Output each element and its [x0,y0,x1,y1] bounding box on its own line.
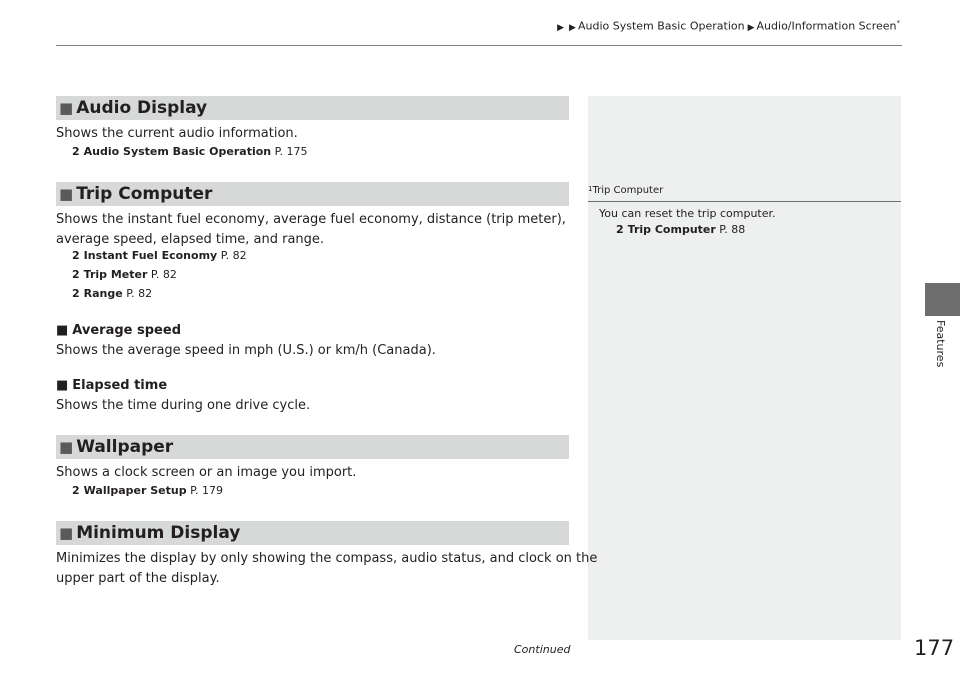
reference-link[interactable]: 2 Wallpaper Setup P. 179 [72,484,224,497]
reference-link[interactable]: 2 Audio System Basic Operation P. 175 [72,145,308,158]
chapter-tab-label[interactable]: Features [934,320,947,368]
sidebar-panel [588,96,901,640]
arrow-icon: ▶ [569,22,576,33]
subheading-elapsed-time: ■ Elapsed time [56,378,168,393]
reference-link[interactable]: 2 Instant Fuel Economy P. 82 [72,249,247,262]
paragraph: Shows the average speed in mph (U.S.) or km/h (Canada). [56,343,436,358]
reference-icon: 2 [72,249,80,262]
paragraph: upper part of the display. [56,571,220,586]
section-heading-audio-display: ■ Audio Display [56,96,569,120]
paragraph: average speed, elapsed time, and range. [56,232,325,247]
paragraph: Minimizes the display by only showing the compass, audio status, and clock on the [56,551,598,566]
sidebar-divider [588,201,901,202]
breadcrumb-item[interactable]: Audio System Basic Operation [577,19,745,33]
subheading-average-speed: ■ Average speed [56,323,182,338]
model-mark: * [896,19,900,27]
continued-label: Continued [514,643,571,656]
square-icon: ■ [59,524,74,542]
reference-icon: 2 [616,223,624,236]
section-heading-trip-computer: ■ Trip Computer [56,182,569,206]
page-number: 177 [914,636,955,660]
breadcrumb [0,19,900,33]
sidebar-reference-link[interactable]: 2 Trip Computer P. 88 [616,223,746,236]
arrow-icon: ▶ [747,22,755,33]
reference-icon: 2 [72,287,80,300]
chapter-tab-marker [925,283,960,316]
header-divider [56,45,902,46]
reference-icon: 2 [72,145,80,158]
reference-icon: 2 [72,268,80,281]
sidebar-note-title: $^1$Trip Computer [588,185,664,196]
paragraph: Shows the instant fuel economy, average fuel economy, distance (trip meter), [56,212,566,227]
breadcrumb-item[interactable]: Audio/Information Screen [756,19,897,33]
reference-icon: 2 [72,484,80,497]
square-icon: ■ [59,438,74,456]
square-icon: ■ [56,323,69,338]
sidebar-note-text: You can reset the trip computer. [599,207,776,220]
paragraph: Shows the time during one drive cycle. [56,398,311,413]
section-heading-wallpaper: ■ Wallpaper [56,435,569,459]
reference-link[interactable]: 2 Trip Meter P. 82 [72,268,177,281]
square-icon: ■ [59,99,74,117]
arrow-icon: ▶ [557,22,565,33]
square-icon: ■ [56,378,69,393]
paragraph: Shows a clock screen or an image you import. [56,465,357,480]
note-number: 1 [588,185,593,193]
paragraph: Shows the current audio information. [56,126,298,141]
square-icon: ■ [59,185,74,203]
reference-link[interactable]: 2 Range P. 82 [72,287,153,300]
section-heading-minimum-display: ■ Minimum Display [56,521,569,545]
